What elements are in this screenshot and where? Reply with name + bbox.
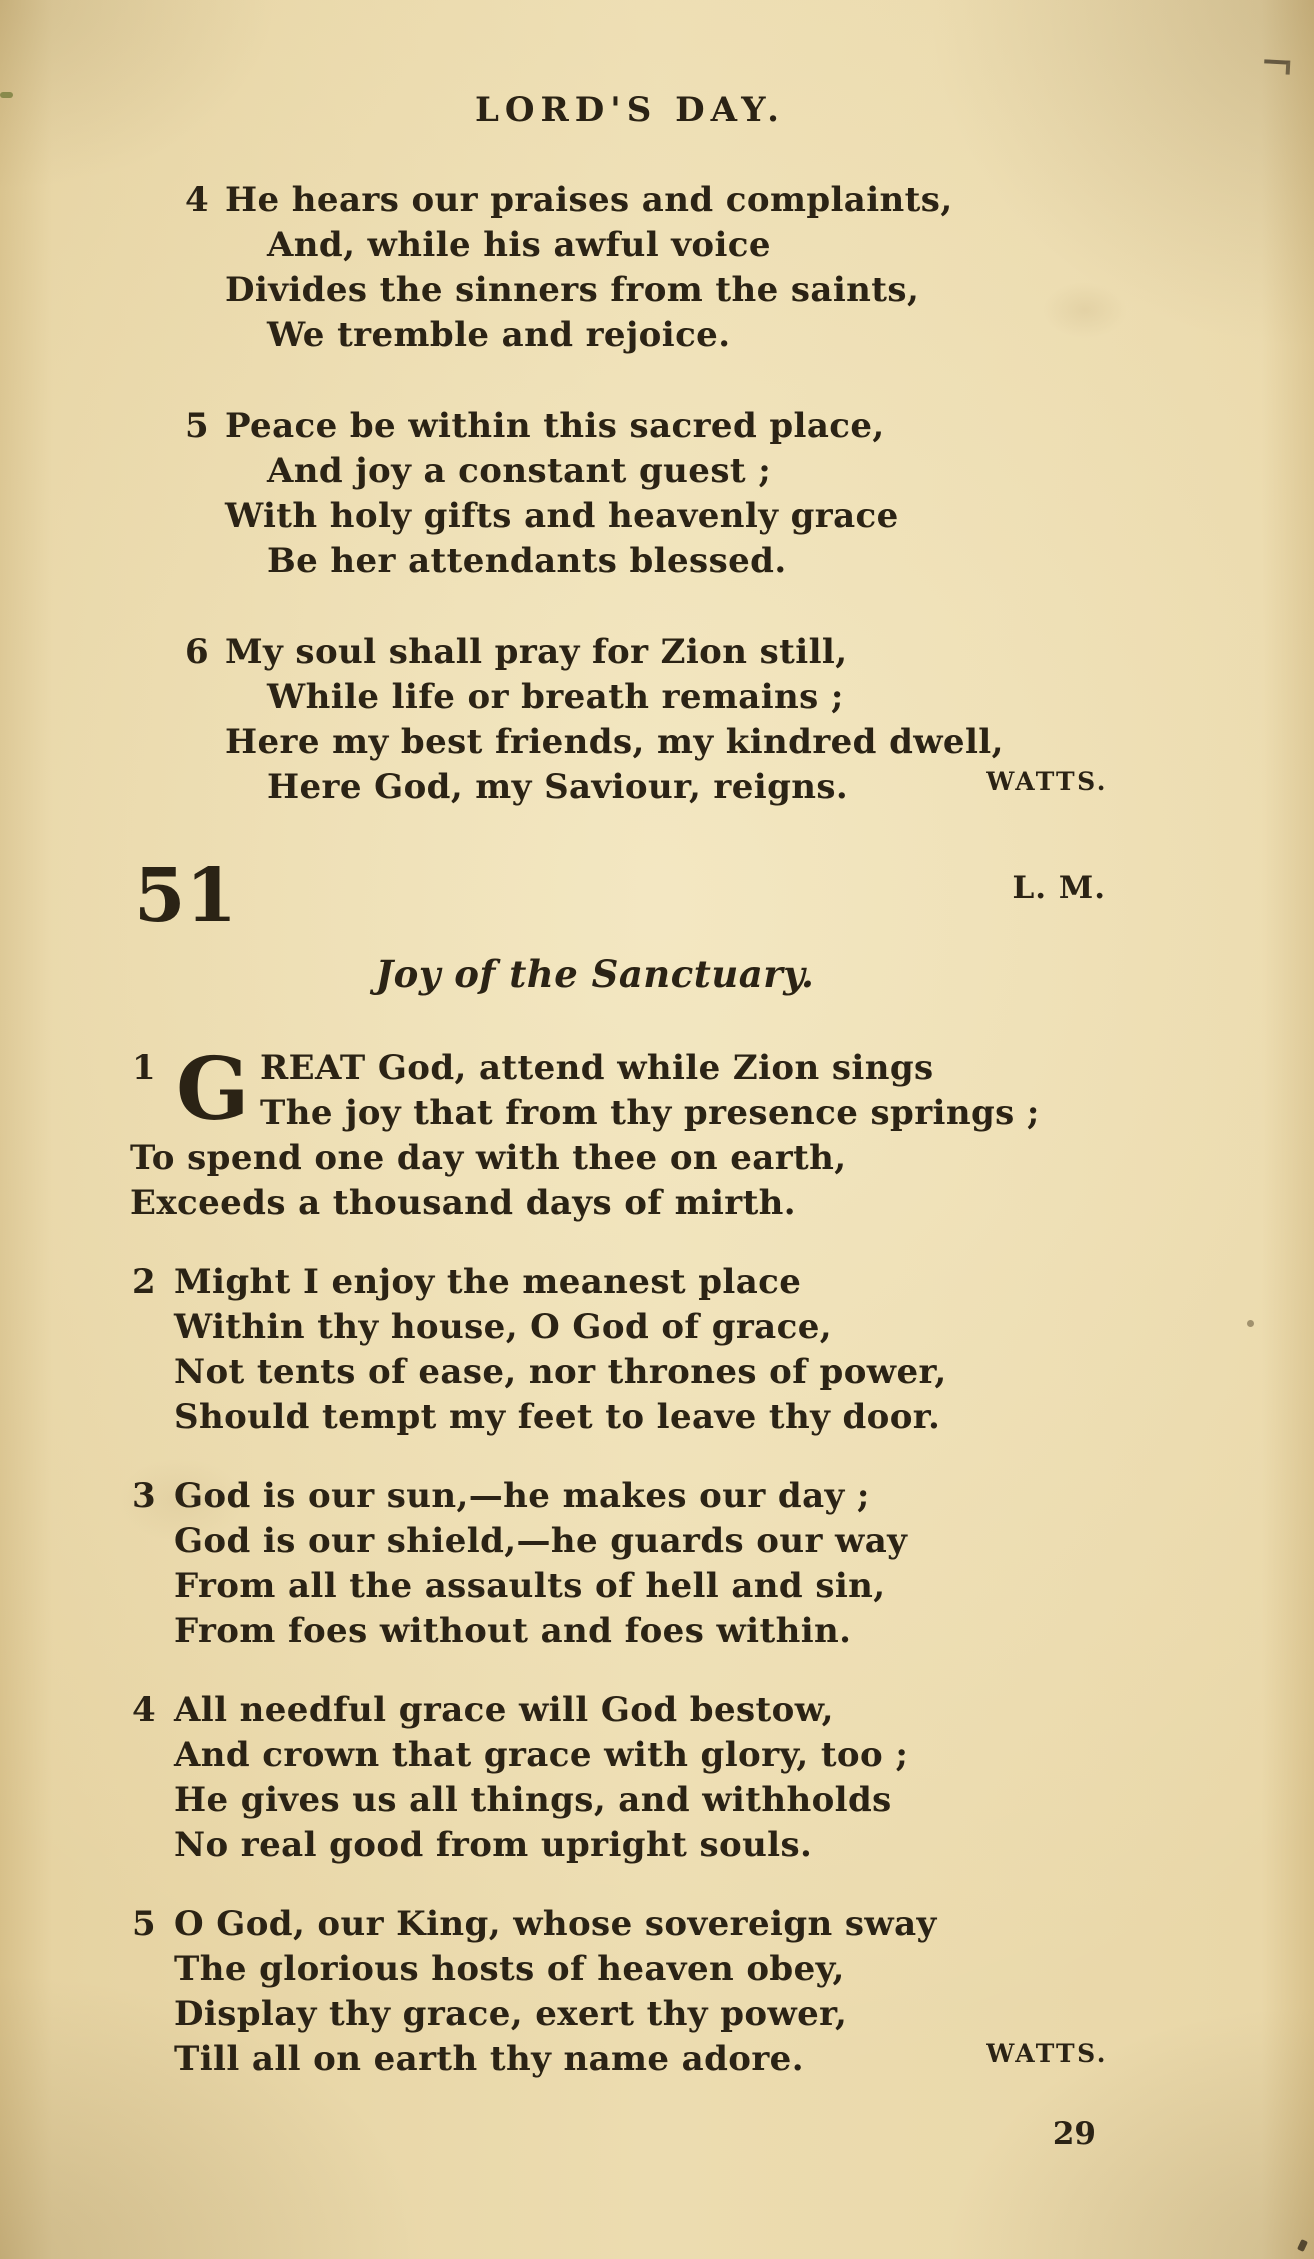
verse-line: From all the assaults of hell and sin, [174, 1566, 886, 1606]
author-attribution: WATTS. [986, 2039, 1108, 2068]
verse-1 [130, 1039, 1130, 1226]
verse-line: Might I enjoy the meanest place [174, 1262, 802, 1302]
verse-number: 4 [132, 1690, 157, 1730]
margin-speck [0, 92, 13, 98]
verse-line: He gives us all things, and withholds [174, 1780, 892, 1820]
verse-line: And crown that grace with glory, too ; [174, 1735, 909, 1775]
verse-line: To spend one day with thee on earth, [130, 1138, 847, 1178]
verse-6-previous-hymn [130, 630, 1130, 810]
hymn-number: 51 [134, 853, 237, 939]
page-number: 29 [1052, 2116, 1096, 2152]
ink-speck [1247, 1320, 1254, 1327]
hymn-header [130, 853, 1130, 1028]
verse-2 [130, 1260, 1130, 1440]
previous-hymn-verses [130, 178, 1130, 810]
verse-line: Should tempt my feet to leave thy door. [174, 1397, 941, 1437]
verse-line [130, 2037, 1130, 2082]
verse-number: 4 [185, 180, 210, 220]
hymn-title: Joy of the Sanctuary. [375, 952, 815, 996]
verse-line: And joy a constant guest ; [267, 451, 772, 491]
verse-number: 2 [132, 1262, 157, 1302]
author-attribution: WATTS. [986, 767, 1108, 796]
verse-number: 5 [132, 1904, 157, 1944]
verse-line: O God, our King, whose sovereign sway [174, 1904, 937, 1944]
verse-line: Here my best friends, my kindred dwell, [225, 722, 1004, 762]
verse-3 [130, 1474, 1130, 1654]
verse-line: Within thy house, O God of grace, [174, 1307, 832, 1347]
verse-line: Be her attendants blessed. [267, 541, 787, 581]
dropcap-initial: G [176, 1039, 250, 1140]
verse-number: 5 [185, 406, 210, 446]
verse-line: REAT God, attend while Zion sings [260, 1048, 934, 1088]
verse-line: No real good from upright souls. [174, 1825, 813, 1865]
verse-5 [130, 1902, 1130, 2082]
verse-line: Display thy grace, exert thy power, [174, 1994, 848, 2034]
verse-line: And, while his awful voice [267, 225, 771, 265]
verse-line: God is our shield,—he guards our way [174, 1521, 908, 1561]
verse-line: Not tents of ease, nor thrones of power, [174, 1352, 947, 1392]
page-corner-mark [1264, 59, 1291, 74]
verse-line: Divides the sinners from the saints, [225, 270, 920, 310]
verse-line: God is our sun,—he makes our day ; [174, 1476, 870, 1516]
verse-number: 1 [132, 1048, 157, 1088]
verse-line-text: Till all on earth thy name adore. [174, 2039, 804, 2079]
verse-line: Exceeds a thousand days of mirth. [130, 1183, 797, 1223]
verse-4-previous-hymn [130, 178, 1130, 358]
verse-line: My soul shall pray for Zion still, [225, 632, 848, 672]
verse-line: All needful grace will God bestow, [174, 1690, 834, 1730]
verse-line: Peace be within this sacred place, [225, 406, 885, 446]
verse-line: We tremble and rejoice. [267, 315, 731, 355]
hymn-verses [130, 1039, 1130, 2082]
verse-line-text: Here God, my Saviour, reigns. [267, 767, 849, 807]
verse-number: 3 [132, 1476, 157, 1516]
verse-5-previous-hymn [130, 404, 1130, 584]
verse-line: With holy gifts and heavenly grace [225, 496, 899, 536]
verse-line: The glorious hosts of heaven obey, [174, 1949, 845, 1989]
verse-line [130, 765, 1130, 810]
verse-number: 6 [185, 632, 210, 672]
verse-line: From foes without and foes within. [174, 1611, 852, 1651]
verse-line: While life or breath remains ; [267, 677, 844, 717]
hymn-meter: L. M. [1012, 870, 1106, 906]
running-header: LORD'S DAY. [475, 90, 785, 130]
bottom-edge-speck [1297, 2239, 1308, 2252]
page-content [130, 0, 1130, 2152]
verse-4 [130, 1688, 1130, 1868]
verse-line: He hears our praises and complaints, [225, 180, 953, 220]
verse-line: The joy that from thy presence springs ; [260, 1093, 1040, 1133]
